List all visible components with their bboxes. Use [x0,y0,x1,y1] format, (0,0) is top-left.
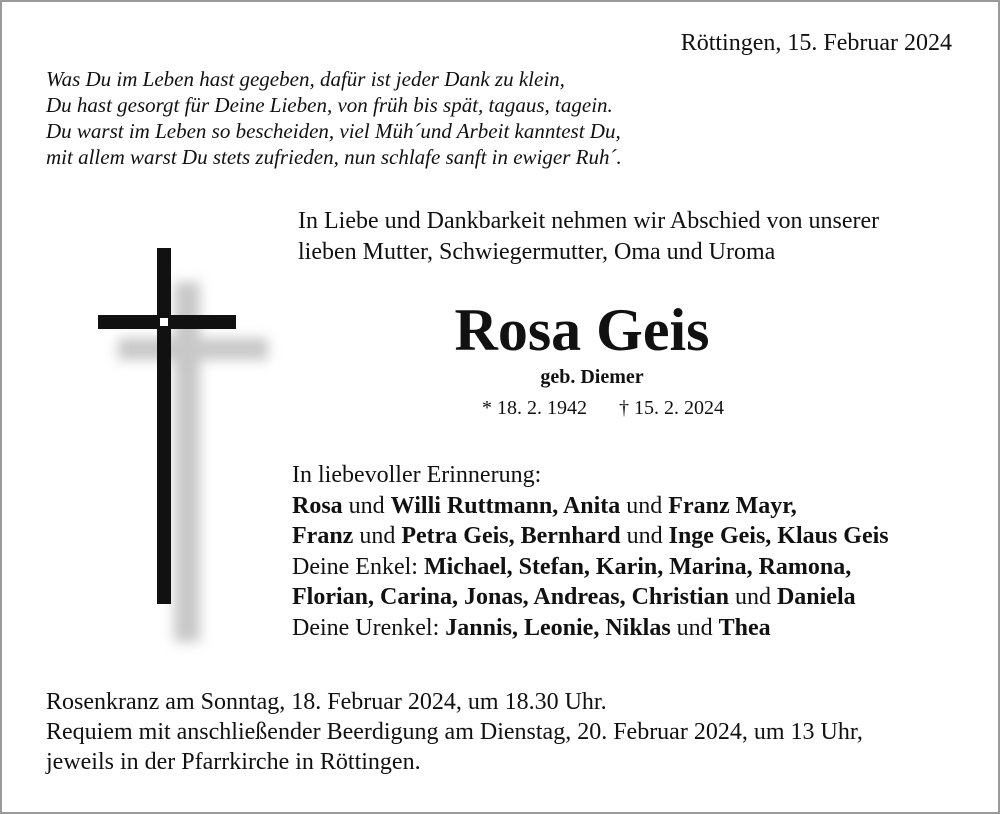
service-info [46,687,863,777]
family-list [292,460,889,643]
cross-center [160,318,168,326]
intro-line: In Liebe und Dankbarkeit nehmen wir Abschied von unserer [298,208,880,234]
intro-line: lieben Mutter, Schwiegermutter, Oma und Uroma [298,239,776,265]
family-line: Rosa und Willi Ruttmann, Anita und Franz Mayr, [292,492,797,519]
poem-line: Was Du im Leben hast gegeben, dafür ist jeder Dank zu klein, [46,67,565,91]
poem-line: Du warst im Leben so bescheiden, viel Müh´und Arbeit kanntest Du, [46,119,621,143]
cross-shadow-horizontal [118,338,268,360]
intro-text [298,206,879,268]
family-heading: In liebevoller Erinnerung: [292,462,542,488]
cross-icon [98,248,268,638]
service-line: jeweils in der Pfarrkirche in Röttingen. [46,749,421,775]
birth-date: * 18. 2. 1942 [482,397,587,419]
family-line: Franz und Petra Geis, Bernhard und Inge Geis, Klaus Geis [292,523,889,549]
poem-line: Du hast gesorgt für Deine Lieben, von früh bis spät, tagaus, tagein. [46,93,613,117]
maiden-name: geb. Diemer [540,366,644,388]
family-line: Deine Enkel: Michael, Stefan, Karin, Marina, Ramona, [292,553,852,580]
poem [46,66,622,170]
cross-beam-vertical [157,248,171,604]
service-line: Requiem mit anschließender Beerdigung am Dienstag, 20. Februar 2024, um 13 Uhr, [46,719,863,745]
life-dates [482,394,724,422]
place-date: Röttingen, 15. Februar 2024 [680,30,952,56]
death-date: † 15. 2. 2024 [619,397,724,419]
family-line: Deine Urenkel: Jannis, Leonie, Niklas und Thea [292,614,771,641]
family-line: Florian, Carina, Jonas, Andreas, Christian und Daniela [292,584,856,610]
poem-line: mit allem warst Du stets zufrieden, nun schlafe sanft in ewiger Ruh´. [46,145,622,169]
deceased-name: Rosa Geis [454,297,710,363]
service-line: Rosenkranz am Sonntag, 18. Februar 2024, um 18.30 Uhr. [46,689,607,715]
cross-shadow-vertical [174,282,200,642]
